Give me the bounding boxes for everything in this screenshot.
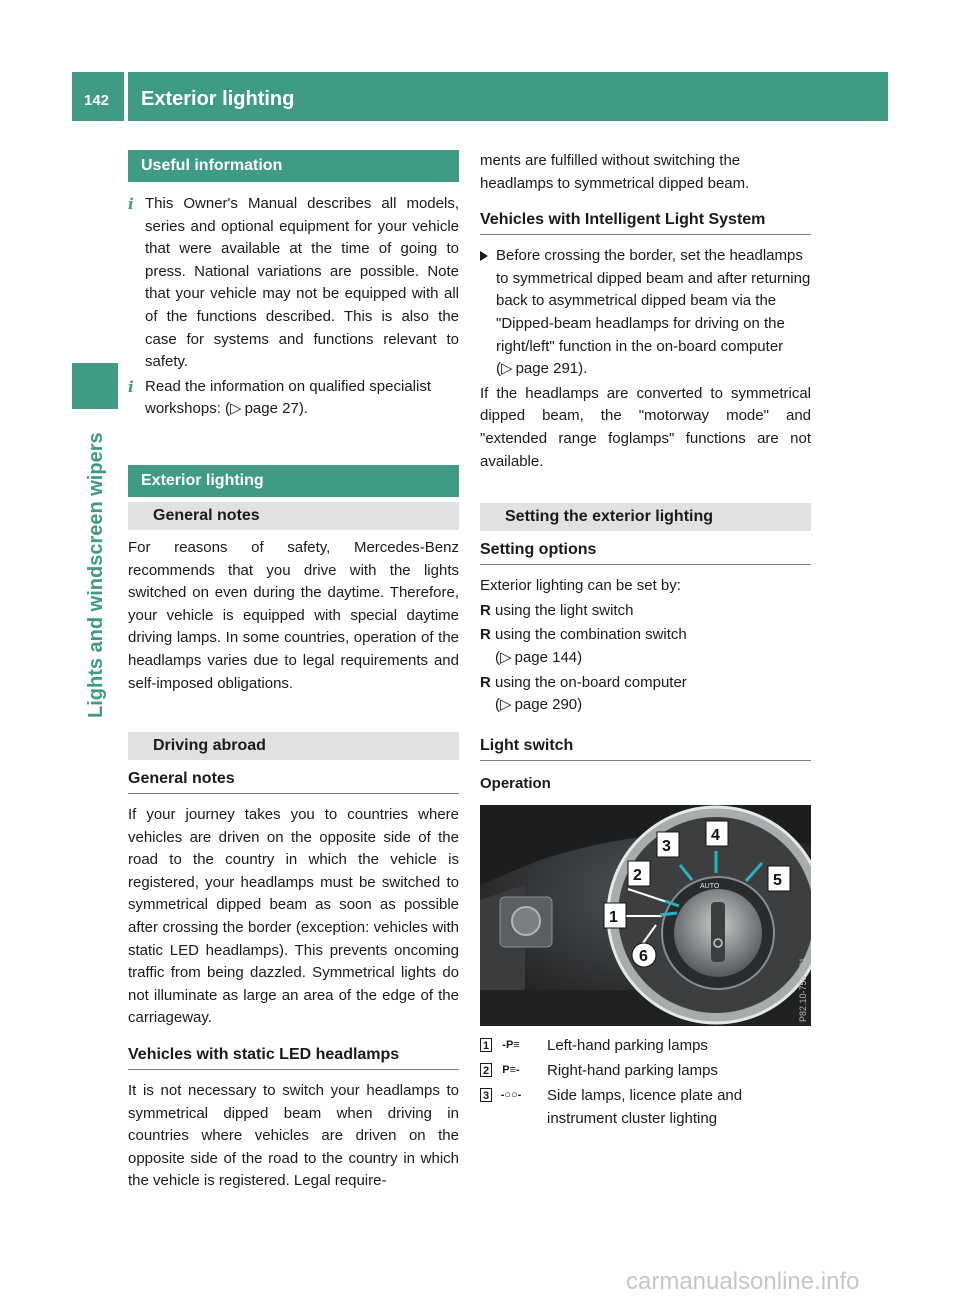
callout-3: 3 [662,838,671,856]
list-item-text: using the on-board computer [495,673,687,691]
light-switch-figure [480,805,811,1026]
instruction-text: Before crossing the border, set the headlamps to symmetrical dipped beam and after returning back to asymmetrical dipped beam via the "Dipped-beam headlamps for driving on the right/left" function in the on-board computer ( [496,247,811,378]
right-column [480,150,811,1130]
callout-6: 6 [639,948,648,966]
dial-auto-label: AUTO [700,883,720,891]
watermark: carmanualsonline.info [626,1268,860,1295]
list-item: R using the on-board computer (▷ page 290) [480,673,687,714]
info-icon: i [128,377,134,396]
left-parking-lamp-icon: -P≡ [502,1039,520,1052]
page-reference-icon: ▷ [500,648,512,666]
legend-item [480,1084,811,1130]
page-reference-link[interactable]: page 291). [515,360,588,378]
page-reference-link[interactable]: page 290) [514,696,583,714]
list-item-text: using the light switch [495,601,634,619]
callout-1: 1 [609,909,618,927]
subheading-intelligent-light-system: Vehicles with Intelligent Light System [480,209,811,235]
subheading-static-led: Vehicles with static LED headlamps [128,1044,459,1070]
subheading-setting-options: Setting options [480,539,811,565]
section-heading-driving-abroad: Driving abroad [128,732,459,760]
page-reference-icon: ▷ [230,400,242,418]
figure-code: P82.10-7597-31 [798,957,808,1023]
info-note [128,376,459,421]
bullet-icon: R [480,673,491,691]
symmetrical-beam-text: If the headlamps are converted to symmetrical dipped beam, the "motorway mode" and "extended range foglamps" functions are not available. [480,384,811,470]
general-notes-text: For reasons of safety, Mercedes-Benz recommends that you drive with the lights switched on even during the daytime. Therefore, your vehicle is equipped with special daytime driving lamps. In some countries, operation of the headlamps varies due to legal requirements and self-imposed obligations. [128,538,459,692]
callout-5: 5 [773,872,782,890]
light-switch-illustration [480,805,811,1026]
legend-number: 3 [480,1088,492,1102]
instruction-step [480,245,811,381]
list-item [480,600,811,623]
section-heading-setting-exterior-lighting: Setting the exterior lighting [480,503,811,531]
info-note [128,193,459,374]
legend-text: Side lamps, licence plate and instrument cluster lighting [547,1087,743,1128]
section-heading-exterior-lighting: Exterior lighting [128,465,459,497]
legend-item [480,1059,811,1082]
list-item-text: using the combination switch [495,626,687,644]
left-column [128,150,459,1193]
legend-number: 2 [480,1063,492,1077]
info-icon: i [128,195,134,213]
legend-text: Right-hand parking lamps [547,1062,718,1080]
page-reference-link[interactable]: page 144) [514,648,583,666]
legend-item [480,1034,811,1057]
side-tab-label: Lights and windscreen wipers [85,432,107,718]
bullet-icon: R [480,626,491,644]
operation-heading: Operation [480,774,551,792]
callout-4: 4 [711,827,720,845]
callout-2: 2 [633,867,642,885]
driving-abroad-text: If your journey takes you to countries where vehicles are driven on the opposite side of the road to the country in which the vehicle is registered, your headlamps must be switched to symmetrical dipped beam as soon as possible after crossing the border (exception: vehicles with static LED headlamps). This prevents oncoming traffic from being dazzled. Symmetrical lights do not illuminate as large an area of the edge of the carriageway. [128,806,459,1027]
bullet-icon: R [480,601,491,619]
right-parking-lamp-icon: P≡- [502,1064,520,1077]
subheading-general-notes: General notes [128,768,459,794]
static-led-text: It is not necessary to switch your headlamps to symmetrical dipped beam when driving in countries where vehicles are driven on the opposite side of the road to the country in which the vehicle is registered. Legal require- [128,1082,459,1190]
legend-text: Left-hand parking lamps [547,1037,708,1055]
setting-options-intro: Exterior lighting can be set by: [480,577,681,595]
info-note-text: Read the information on qualified specialist workshops: ( [145,377,432,418]
continuation-text: ments are fulfilled without switching the headlamps to symmetrical dipped beam. [480,152,750,192]
page-reference-link[interactable]: page 27). [244,400,308,418]
subheading-light-switch: Light switch [480,735,811,761]
side-tab-marker [72,363,118,409]
page-number: 142 [84,92,110,109]
page-reference-icon: ▷ [500,696,512,714]
info-note-text: This Owner's Manual describes all models, series and optional equipment for your vehicle that were available at the time of going to press. National variations are possible. Note that your vehicle may not be equipped with all of the functions described. This is also the case for systems and functions relevant to safety. [145,195,459,371]
step-arrow-icon [480,251,488,261]
section-heading-useful-information: Useful information [128,150,459,182]
list-item: R using the combination switch (▷ page 144) [480,626,687,666]
section-heading-general-notes: General notes [128,502,459,530]
legend-number: 1 [480,1038,492,1052]
side-lamps-icon: -○○- [500,1089,522,1102]
chapter-title: Exterior lighting [141,88,295,110]
page-reference-icon: ▷ [501,360,513,378]
